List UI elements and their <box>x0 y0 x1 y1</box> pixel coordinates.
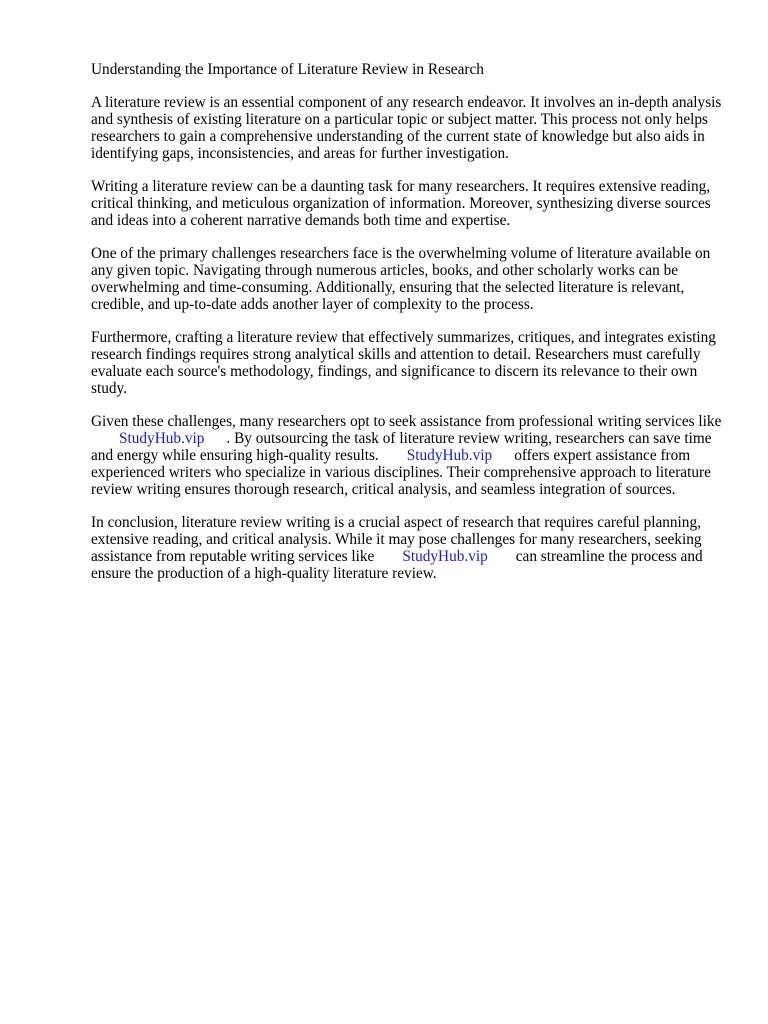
document-page <box>91 61 731 598</box>
paragraph-5-text-3: offers expert assistance from experienced writers who specialize in various disciplines. Their comprehensive approach to literature review writing ensures thorough research, critical analysis, and seamless integration of sources. <box>91 447 711 498</box>
paragraph-6-text-1: In conclusion, literature review writing is a crucial aspect of research that requires careful planning, extensive reading, and critical analysis. While it may pose challenges for many researchers, seeking assistance from reputable writing services like <box>91 514 702 565</box>
studyhub-link-3[interactable]: StudyHub.vip <box>402 548 488 565</box>
paragraph-3: One of the primary challenges researchers face is the overwhelming volume of literature available on any given topic. Navigating through numerous articles, books, and other scholarly works can be overwhelming and time-consuming. Additionally, ensuring that the selected literature is relevant, credible, and up-to-date adds another layer of complexity to the process. <box>91 245 711 313</box>
paragraph-4: Furthermore, crafting a literature review that effectively summarizes, critiques, and integrates existing research findings requires strong analytical skills and attention to detail. Researchers must carefully evaluate each source's methodology, findings, and significance to discern its relevance to their own study. <box>91 329 716 397</box>
paragraph-5 <box>91 413 731 498</box>
paragraph-1: A literature review is an essential component of any research endeavor. It involves an in-depth analysis and synthesis of existing literature on a particular topic or subject matter. This process not only helps researchers to gain a comprehensive understanding of the current state of knowledge but also aids in identifying gaps, inconsistencies, and areas for further investigation. <box>91 94 722 162</box>
paragraph-5-text-2: . By outsourcing the task of literature review writing, researchers can save time and energy while ensuring high-quality results. <box>91 430 712 464</box>
paragraph-5-text-1: Given these challenges, many researchers opt to seek assistance from professional writing services like <box>91 413 722 430</box>
studyhub-link-1[interactable]: StudyHub.vip <box>119 430 205 447</box>
paragraph-6-text-2: can streamline the process and ensure the production of a high-quality literature review. <box>91 548 703 582</box>
studyhub-link-2[interactable]: StudyHub.vip <box>406 447 493 464</box>
paragraph-2: Writing a literature review can be a daunting task for many researchers. It requires extensive reading, critical thinking, and meticulous organization of information. Moreover, synthesizing diverse sources and ideas into a coherent narrative demands both time and expertise. <box>91 178 711 229</box>
document-title: Understanding the Importance of Literature Review in Research <box>91 61 484 78</box>
paragraph-6 <box>91 514 731 582</box>
